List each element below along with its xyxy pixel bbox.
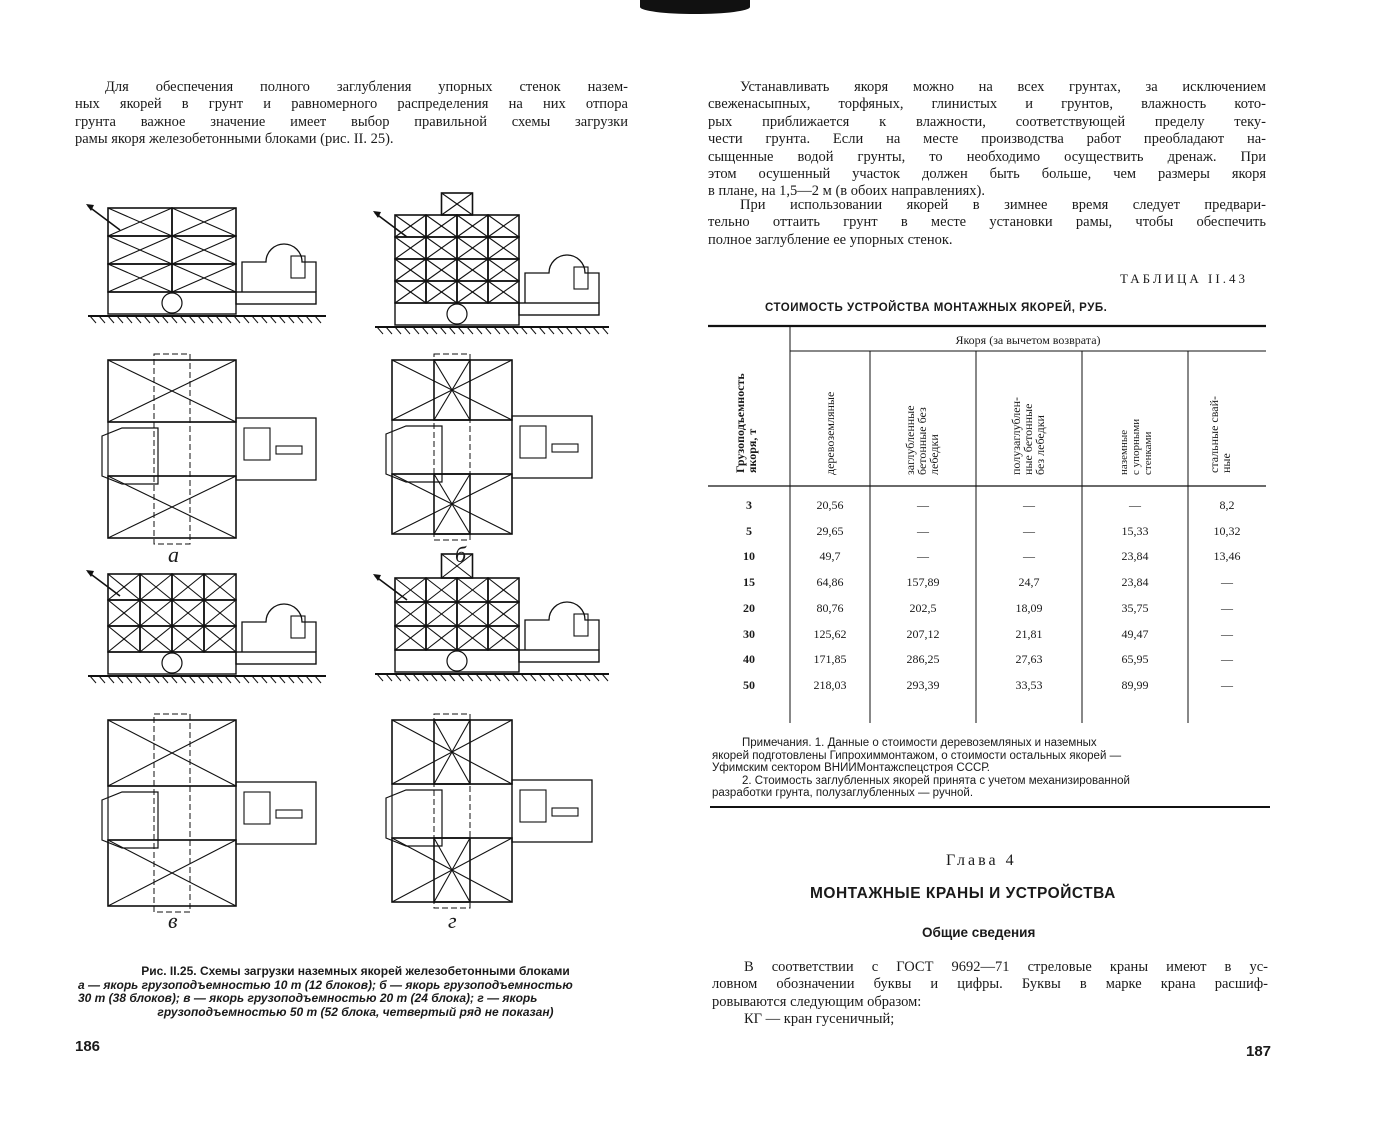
ground-hatch <box>377 674 383 681</box>
table-cell: 29,65 <box>816 523 844 538</box>
ground-hatch <box>279 676 285 683</box>
ground-hatch <box>315 316 321 323</box>
plan-winch-motor <box>552 444 578 452</box>
ground-hatch <box>575 327 581 334</box>
header-line: ные <box>1219 453 1233 473</box>
ground-hatch <box>126 316 132 323</box>
ground-hatch <box>117 316 123 323</box>
table-cell: 125,62 <box>813 626 847 641</box>
frame-pulley <box>162 653 182 673</box>
ground-hatch <box>180 676 186 683</box>
ground-hatch <box>189 316 195 323</box>
ground-hatch <box>171 676 177 683</box>
ground-hatch <box>207 676 213 683</box>
table-cell: 49,47 <box>1121 626 1149 641</box>
page-number-right: 187 <box>1246 1043 1272 1060</box>
winch-motor <box>291 256 305 278</box>
table-capacity-cell: 3 <box>746 498 752 512</box>
table-cell: — <box>1221 626 1233 641</box>
header-line: стальные свай- <box>1207 396 1221 473</box>
table-number: ТАБЛИЦА II.43 <box>1120 271 1248 286</box>
ground-hatch <box>90 676 96 683</box>
ground-hatch <box>108 316 114 323</box>
gost-paragraph <box>712 959 1268 1029</box>
plan-frame <box>108 786 236 840</box>
ground-hatch <box>261 316 267 323</box>
ground-hatch <box>557 327 563 334</box>
header-line: с упорными <box>1130 418 1142 475</box>
ground-hatch <box>503 327 509 334</box>
ground-hatch <box>297 316 303 323</box>
ground-hatch <box>449 327 455 334</box>
text-line: ных якорей в грунт и равномерного распределения на них отпора <box>75 96 628 113</box>
ground-hatch <box>225 676 231 683</box>
plan-winch-drum <box>520 790 546 822</box>
ground-hatch <box>153 676 159 683</box>
plan-winch-drum <box>244 428 270 460</box>
table-cell: 13,46 <box>1213 549 1241 564</box>
ground-hatch <box>99 676 105 683</box>
frame-pulley <box>162 293 182 313</box>
table-cell: 15,33 <box>1121 523 1149 538</box>
ground-hatch <box>440 327 446 334</box>
frame-pulley <box>447 651 467 671</box>
header-line: бетонные без <box>915 407 929 475</box>
text-line: грунта важное значение имеет выбор правильной схемы загрузки <box>75 113 628 130</box>
header-line: ные бетонные <box>1021 403 1035 475</box>
table-capacity-cell: 5 <box>746 523 752 538</box>
note-line: якорей подготовлены Гипрохиммонтажом, о стоимости остальных якорей — <box>712 749 1122 762</box>
ground-hatch <box>566 327 572 334</box>
table-cell: 80,76 <box>816 600 844 615</box>
ground-hatch <box>162 316 168 323</box>
ground-hatch <box>252 676 258 683</box>
ground-hatch <box>225 316 231 323</box>
text-line: При использовании якорей в зимнее время следует предвари- <box>740 197 1266 213</box>
ground-hatch <box>198 316 204 323</box>
ground-hatch <box>117 676 123 683</box>
ground-hatch <box>512 674 518 681</box>
caption-line: а — якорь грузоподъемностью 10 т (12 блоков); б — якорь грузоподъемностью <box>78 977 573 992</box>
table-cell: 8,2 <box>1219 498 1235 512</box>
table-cell: — <box>1221 652 1233 667</box>
table-capacity-cell: 40 <box>743 652 755 667</box>
anchor-frame <box>395 303 519 325</box>
ground-hatch <box>557 674 563 681</box>
text-line: ловном обозначении буквы и цифры. Буквы в марке крана расшиф- <box>712 976 1268 993</box>
text-line: тельно оттаить грунт в месте установки рамы, чтобы обеспечить <box>708 214 1266 231</box>
table-cell: — <box>917 549 929 564</box>
ground-hatch <box>431 674 437 681</box>
figure-label-a: а <box>168 542 179 567</box>
plan-winch-motor <box>276 810 302 818</box>
ground-hatch <box>431 327 437 334</box>
ground-hatch <box>503 674 509 681</box>
plan-frame <box>392 784 512 838</box>
ground-hatch <box>458 674 464 681</box>
column-header-buried-concrete <box>904 405 940 475</box>
table-cell: — <box>917 498 929 512</box>
header-line: полузаглублен- <box>1009 397 1023 475</box>
frame-pulley <box>447 304 467 324</box>
ground-hatch <box>476 327 482 334</box>
header-line: Грузоподъемность <box>733 373 747 473</box>
plan-center-beam <box>154 354 190 544</box>
ground-hatch <box>180 316 186 323</box>
ground-hatch <box>189 676 195 683</box>
column-header-ground-walls <box>1118 419 1154 475</box>
ground-hatch <box>512 327 518 334</box>
text-line: рых приближается к влажности, соответствующей пределу теку- <box>708 113 1266 130</box>
ground-hatch <box>270 676 276 683</box>
table-cell: 171,85 <box>813 652 847 667</box>
ground-hatch <box>234 676 240 683</box>
header-line: якоря, т <box>745 428 759 473</box>
text-line: Для обеспечения полного заглубления упорных стенок назем- <box>105 79 628 95</box>
ground-hatch <box>243 676 249 683</box>
ground-hatch <box>449 674 455 681</box>
table-cell: 18,09 <box>1015 600 1043 615</box>
note-line: Примечания. 1. Данные о стоимости деревоземляных и наземных <box>742 737 1097 749</box>
winch-motor <box>574 614 588 636</box>
winch-platform <box>236 652 316 664</box>
winch-platform <box>236 292 316 304</box>
ground-hatch <box>288 676 294 683</box>
ground-hatch <box>476 674 482 681</box>
ground-hatch <box>530 674 536 681</box>
ground-hatch <box>494 327 500 334</box>
header-line: стенками <box>1142 431 1154 475</box>
ground-hatch <box>602 327 608 334</box>
page-number-left: 186 <box>75 1038 101 1055</box>
plan-center-beam <box>154 714 190 912</box>
ground-hatch <box>593 674 599 681</box>
ground-hatch <box>198 676 204 683</box>
plan-winch-drum <box>520 426 546 458</box>
header-line: лебедки <box>927 434 941 475</box>
table-capacity-cell: 30 <box>743 626 755 641</box>
ground-hatch <box>521 327 527 334</box>
table-cell: 65,95 <box>1121 652 1149 667</box>
ground-hatch <box>135 316 141 323</box>
ground-hatch <box>584 327 590 334</box>
table-capacity-cell: 20 <box>743 600 755 615</box>
ground-hatch <box>485 327 491 334</box>
table-cell: 157,89 <box>906 575 940 590</box>
winch-platform <box>519 303 599 315</box>
figure-label-v: в <box>168 908 178 933</box>
header-line: заглубленные <box>903 405 917 475</box>
ground-hatch <box>413 674 419 681</box>
table-cell: — <box>1129 498 1141 512</box>
table-cell: 10,32 <box>1213 523 1241 538</box>
column-header-wood-earth <box>824 392 836 475</box>
ground-hatch <box>144 316 150 323</box>
plan-center-beam <box>434 714 470 908</box>
table-cell: — <box>1023 523 1035 538</box>
chapter-title: МОНТАЖНЫЕ КРАНЫ И УСТРОЙСТВА <box>810 885 1116 902</box>
figure-label-b: б <box>455 542 467 567</box>
table-cell: 218,03 <box>813 677 847 692</box>
winch-platform <box>519 650 599 662</box>
ground-hatch <box>467 327 473 334</box>
winch-motor <box>291 616 305 638</box>
plan-frame <box>392 420 512 474</box>
winch-motor <box>574 267 588 289</box>
figure-caption <box>78 965 633 1019</box>
anchor-frame <box>108 652 236 674</box>
plan-winch-motor <box>552 808 578 816</box>
table-cell: 23,84 <box>1121 549 1149 564</box>
header-line: без лебедки <box>1033 415 1047 475</box>
plan-center-beam <box>434 354 470 540</box>
winter-paragraph <box>708 197 1266 249</box>
ground-hatch <box>404 327 410 334</box>
table-cell: 202,5 <box>909 600 937 615</box>
text-line: ровываются следующим образом: <box>712 993 922 1010</box>
ground-hatch <box>207 316 213 323</box>
ground-hatch <box>575 674 581 681</box>
ground-hatch <box>306 316 312 323</box>
ground-hatch <box>584 674 590 681</box>
ground-hatch <box>315 676 321 683</box>
table-cell: 35,75 <box>1121 600 1149 615</box>
plan-winch-motor <box>276 446 302 454</box>
text-line: в плане, на 1,5—2 м (в обоих направлениях). <box>708 183 985 200</box>
cable-arrow <box>88 206 120 230</box>
text-line: чести грунта. Если на месте производства работ преобладают на- <box>708 131 1266 148</box>
notes-rule <box>710 806 1270 808</box>
ground-hatch <box>548 327 554 334</box>
chapter-label: Глава 4 <box>946 852 1017 869</box>
text-line: этом осушенный участок должен быть больше, чем размеры якоря <box>708 166 1266 183</box>
table-cell: 33,53 <box>1015 677 1043 692</box>
cable-arrow <box>375 576 407 600</box>
ground-hatch <box>126 676 132 683</box>
table-cell: 49,7 <box>819 549 841 564</box>
ground-hatch <box>153 316 159 323</box>
ground-hatch <box>162 676 168 683</box>
ground-hatch <box>135 676 141 683</box>
ground-hatch <box>395 327 401 334</box>
text-line: КГ — кран гусеничный; <box>744 1011 895 1028</box>
table-cell: 24,7 <box>1018 575 1040 590</box>
table-capacity-cell: 10 <box>743 549 755 564</box>
ground-hatch <box>467 674 473 681</box>
ground-hatch <box>108 676 114 683</box>
ground-hatch <box>216 676 222 683</box>
ground-hatch <box>422 327 428 334</box>
table-cell: 286,25 <box>906 652 940 667</box>
ground-hatch <box>171 316 177 323</box>
table-capacity-cell: 50 <box>743 677 755 692</box>
ground-hatch <box>395 674 401 681</box>
anchor-cost-table <box>708 323 1268 723</box>
column-header-semi-buried-concrete <box>1010 397 1046 475</box>
ground-hatch <box>602 674 608 681</box>
table-cell: 89,99 <box>1121 677 1149 692</box>
caption-line: 30 т (38 блоков); в — якорь грузоподъемностью 20 т (24 блока); г — якорь <box>78 991 538 1005</box>
text-line: рамы якоря железобетонными блоками (рис. II. 25). <box>75 131 394 148</box>
group-header: Якоря (за вычетом возврата) <box>955 333 1101 347</box>
table-capacity-cell: 15 <box>743 575 755 590</box>
table-cell: — <box>1023 549 1035 564</box>
intro-paragraph <box>75 79 628 149</box>
ground-hatch <box>99 316 105 323</box>
ground-hatch <box>566 674 572 681</box>
cable-arrow <box>375 213 407 237</box>
ground-hatch <box>306 676 312 683</box>
anchor-loading-figure <box>70 180 650 940</box>
ground-hatch <box>521 674 527 681</box>
table-cell: — <box>917 523 929 538</box>
ground-hatch <box>422 674 428 681</box>
ground-hatch <box>530 327 536 334</box>
ground-hatch <box>440 674 446 681</box>
anchor-frame <box>108 292 236 314</box>
ground-hatch <box>548 674 554 681</box>
header-line: наземные <box>1118 429 1130 475</box>
ground-hatch <box>252 316 258 323</box>
table-cell: — <box>1221 677 1233 692</box>
plan-frame <box>108 422 236 476</box>
row-header-capacity <box>734 373 758 473</box>
note-line: Уфимским сектором ВНИИМонтажспецстроя СССР. <box>712 762 990 774</box>
table-cell: 23,84 <box>1121 575 1149 590</box>
ground-hatch <box>593 327 599 334</box>
plan-winch-drum <box>244 792 270 824</box>
ground-hatch <box>234 316 240 323</box>
ground-hatch <box>539 674 545 681</box>
table-cell: 207,12 <box>906 626 940 641</box>
section-title: Общие сведения <box>922 925 1036 940</box>
soil-paragraph <box>708 79 1266 201</box>
cable-arrow <box>88 572 120 596</box>
figure-label-g: г <box>448 908 457 933</box>
table-cell: — <box>1023 498 1035 512</box>
ground-hatch <box>494 674 500 681</box>
ground-hatch <box>288 316 294 323</box>
table-cell: — <box>1221 600 1233 615</box>
ground-hatch <box>261 676 267 683</box>
ground-hatch <box>485 674 491 681</box>
ground-hatch <box>144 676 150 683</box>
ground-hatch <box>539 327 545 334</box>
ground-hatch <box>270 316 276 323</box>
table-cell: 293,39 <box>906 677 940 692</box>
ground-hatch <box>297 676 303 683</box>
table-cell: — <box>1221 575 1233 590</box>
ground-hatch <box>216 316 222 323</box>
caption-line: грузоподъемностью 50 т (52 блока, четвертый ряд не показан) <box>157 1004 554 1019</box>
table-cell: 21,81 <box>1015 626 1043 641</box>
text-line: В соответствии с ГОСТ 9692—71 стреловые краны имеют в ус- <box>744 959 1268 975</box>
note-line: разработки грунта, полузаглубленных — ручной. <box>712 787 974 799</box>
text-line: полное заглубление ее упорных стенок. <box>708 231 953 248</box>
table-cell: 27,63 <box>1015 652 1043 667</box>
ground-hatch <box>90 316 96 323</box>
table-notes <box>712 737 1268 800</box>
ground-hatch <box>386 327 392 334</box>
column-header-steel-pile <box>1208 396 1232 473</box>
table-cell: 20,56 <box>816 498 844 512</box>
note-line: 2. Стоимость заглубленных якорей принята с учетом механизированной <box>742 774 1130 787</box>
anchor-frame <box>395 650 519 672</box>
ground-hatch <box>386 674 392 681</box>
ground-hatch <box>377 327 383 334</box>
header-line: деревоземляные <box>823 391 837 475</box>
ground-hatch <box>243 316 249 323</box>
ground-hatch <box>279 316 285 323</box>
ground-hatch <box>404 674 410 681</box>
table-cell: 64,86 <box>816 575 844 590</box>
text-line: сыщенные водой грунты, то необходимо осуществить дренаж. При <box>708 148 1266 165</box>
ground-hatch <box>458 327 464 334</box>
caption-title: Рис. II.25. Схемы загрузки наземных якорей железобетонными блоками <box>141 964 570 978</box>
anchor-loading-diagram <box>70 180 650 940</box>
table-title: СТОИМОСТЬ УСТРОЙСТВА МОНТАЖНЫХ ЯКОРЕЙ, РУБ. <box>765 302 1108 314</box>
ground-hatch <box>413 327 419 334</box>
text-line: Устанавливать якоря можно на всех грунтах, за исключением <box>740 79 1266 95</box>
text-line: свеженасыпных, торфяных, глинистых и грунтов, влажность кото- <box>708 96 1266 113</box>
